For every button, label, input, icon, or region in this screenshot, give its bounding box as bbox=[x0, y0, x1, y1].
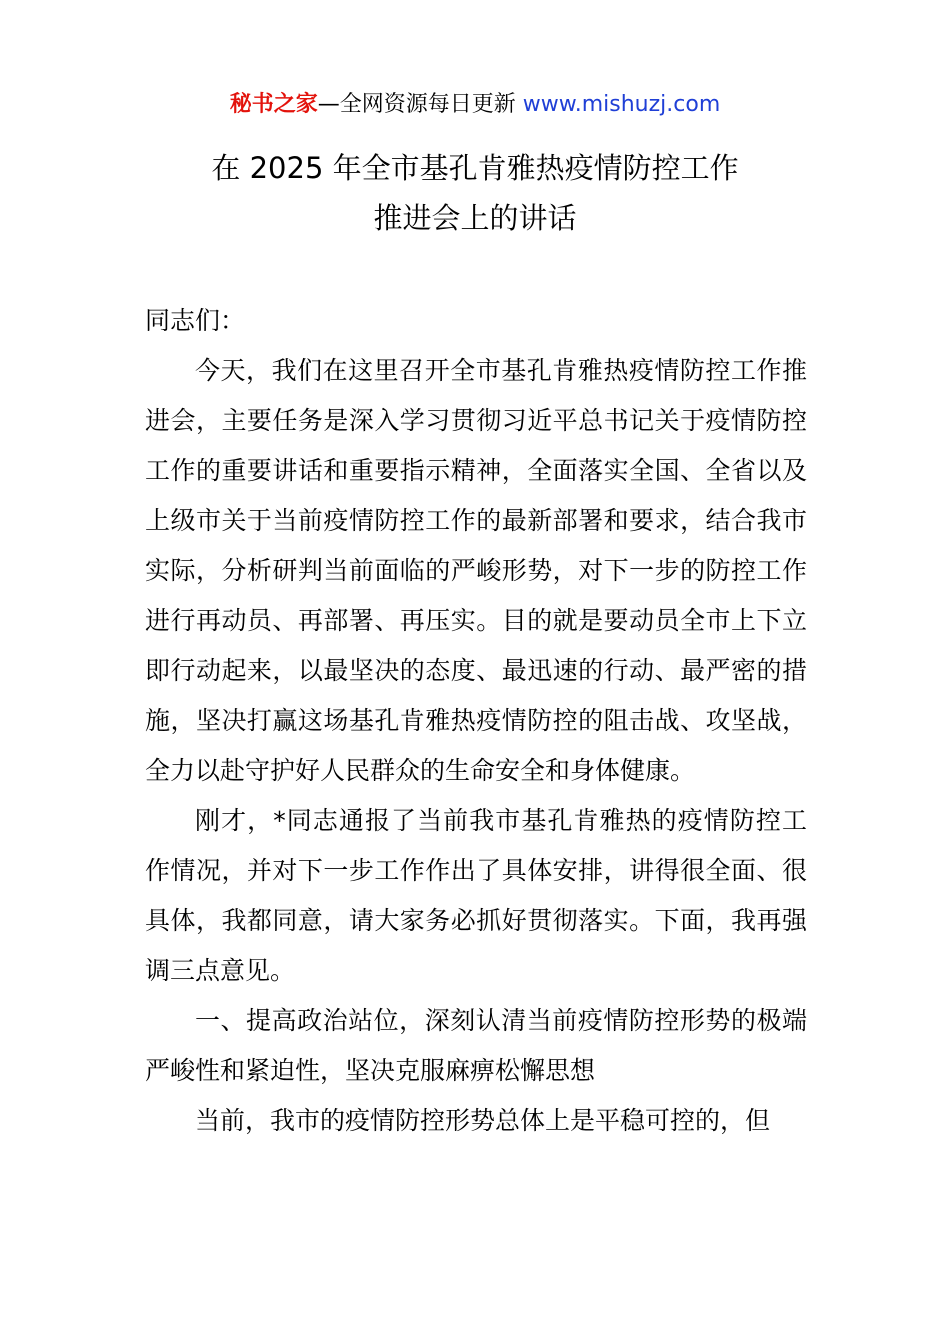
section-heading-1: 一、提高政治站位，深刻认清当前疫情防控形势的极端严峻性和紧迫性，坚决克服麻痹松懈思想 bbox=[145, 1006, 807, 1085]
document-title-line-2: 推进会上的讲话 bbox=[373, 201, 577, 235]
document-title-line-1: 在 2025 年全市基孔肯雅热疫情防控工作 bbox=[211, 151, 739, 185]
salutation: 同志们： bbox=[145, 306, 246, 335]
site-brand: 秘书之家 bbox=[229, 92, 318, 117]
paragraph-section-1-start: 当前，我市的疫情防控形势总体上是平稳可控的，但 bbox=[195, 1106, 771, 1135]
document-body bbox=[145, 296, 807, 1146]
site-header bbox=[0, 88, 950, 122]
site-url-link[interactable]: www.mishuzj.com bbox=[522, 92, 721, 117]
paragraph-remarks: 刚才，*同志通报了当前我市基孔肯雅热的疫情防控工作情况，并对下一步工作作出了具体安排，讲得很全面、很具体，我都同意，请大家务必抓好贯彻落实。下面，我再强调三点意见。 bbox=[145, 806, 807, 985]
paragraph-intro: 今天，我们在这里召开全市基孔肯雅热疫情防控工作推进会，主要任务是深入学习贯彻习近平总书记关于疫情防控工作的重要讲话和重要指示精神，全面落实全国、全省以及上级市关于当前疫情防控工作的最新部署和要求，结合我市实际，分析研判当前面临的严峻形势，对下一步的防控工作进行再动员、再部署、再压实。目的就是要动员全市上下立即行动起来，以最坚决的态度、最迅速的行动、最严密的措施，坚决打赢这场基孔肯雅热疫情防控的阻击战、攻坚战，全力以赴守护好人民群众的生命安全和身体健康。 bbox=[145, 356, 807, 785]
site-tagline: —全网资源每日更新 bbox=[317, 92, 516, 117]
